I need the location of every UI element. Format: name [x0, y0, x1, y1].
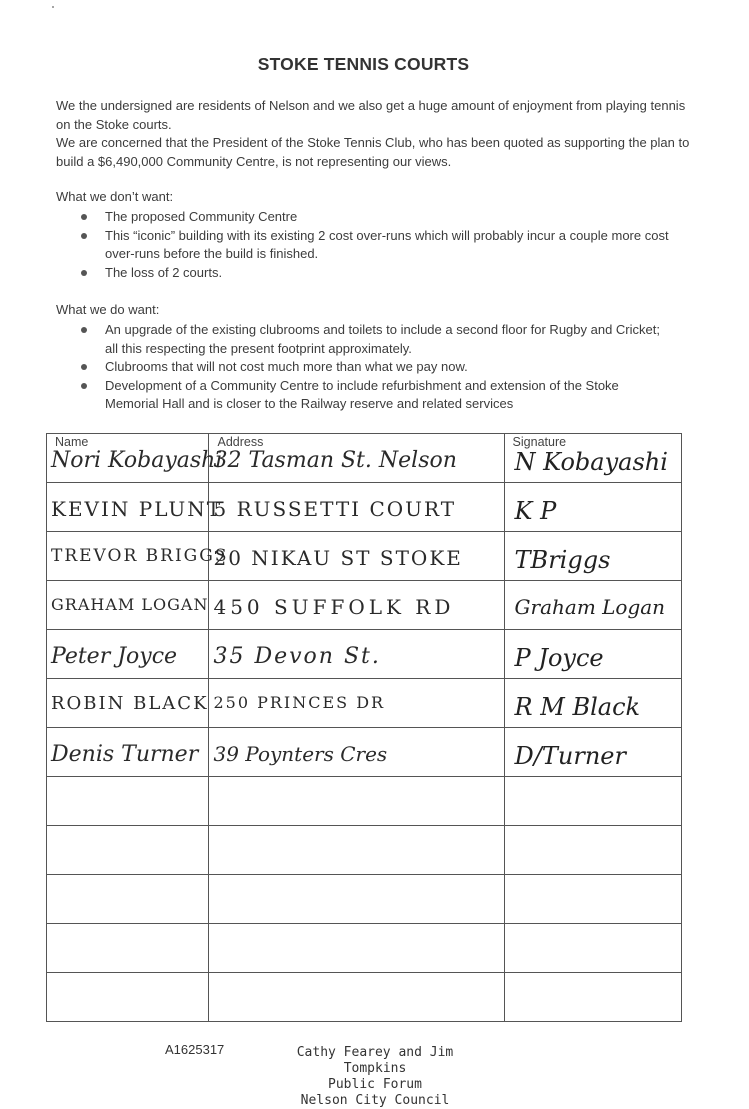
- table-row: [47, 777, 682, 826]
- signature-scribble: N Kobayashi: [514, 448, 668, 476]
- list-item: Clubrooms that will not cost much more than what we pay now.: [79, 358, 669, 377]
- empty-cell: [504, 826, 681, 875]
- empty-cell: [47, 924, 209, 973]
- empty-cell: [209, 777, 504, 826]
- signature-scribble: R M Black: [514, 693, 641, 721]
- name-header: Name: [55, 435, 89, 449]
- list-item: An upgrade of the existing clubrooms and toilets to include a second floor for Rugby and Cricket; all this respecting the present footprint approximately.: [79, 321, 669, 358]
- address-handwriting: 5 RUSSETTI COURT: [213, 497, 457, 521]
- document-reference: A1625317: [165, 1042, 225, 1057]
- name-handwriting: Nori Kobayashi: [51, 448, 223, 473]
- bullet-icon: [81, 364, 87, 370]
- list-item: The proposed Community Centre: [79, 208, 669, 227]
- signature-scribble: Graham Logan: [514, 595, 666, 619]
- name-handwriting: GRAHAM LOGAN: [51, 595, 209, 614]
- footer-line-1: Cathy Fearey and Jim Tompkins: [296, 1045, 454, 1076]
- table-row: [47, 581, 682, 630]
- empty-cell: [209, 973, 504, 1022]
- name-handwriting: KEVIN PLUNT: [51, 497, 223, 521]
- empty-cell: [504, 924, 681, 973]
- bullet-icon: [81, 327, 87, 333]
- table-row: [47, 679, 682, 728]
- footer-line-3: Nelson City Council: [300, 1093, 450, 1108]
- address-handwriting: 35 Devon St.: [213, 644, 381, 669]
- empty-cell: [504, 973, 681, 1022]
- empty-cell: [47, 777, 209, 826]
- signature-scribble: P Joyce: [514, 644, 604, 672]
- bullet-icon: [81, 383, 87, 389]
- empty-cell: [47, 826, 209, 875]
- empty-cell: [504, 777, 681, 826]
- bullet-icon: [81, 214, 87, 220]
- address-handwriting: 32 Tasman St. Nelson: [213, 448, 457, 473]
- table-row: [47, 630, 682, 679]
- list-item: This “iconic” building with its existing 2 cost over-runs which will probably incur a couple more cost over-runs before the build is finished.: [79, 227, 669, 264]
- name-handwriting: Denis Turner: [51, 742, 199, 767]
- name-handwriting: Peter Joyce: [51, 644, 178, 669]
- empty-cell: [209, 826, 504, 875]
- table-row: [47, 875, 682, 924]
- table-row: [47, 924, 682, 973]
- address-handwriting: 250 PRINCES DR: [213, 693, 386, 712]
- bullet-icon: [81, 233, 87, 239]
- footer-stamp: [265, 1045, 485, 1109]
- name-handwriting: ROBIN BLACK: [51, 693, 209, 714]
- intro-text: [56, 97, 696, 171]
- do-want-list: [79, 321, 669, 414]
- address-header: Address: [217, 435, 264, 449]
- table-row: [47, 826, 682, 875]
- empty-cell: [209, 875, 504, 924]
- table-row: [47, 483, 682, 532]
- intro-paragraph-2: We are concerned that the President of the Stoke Tennis Club, who has been quoted as supporting the plan to build a $6,490,000 Community Centre, is not representing our views.: [56, 135, 690, 169]
- dont-want-heading: What we don’t want:: [56, 189, 174, 204]
- intro-paragraph-1: We the undersigned are residents of Nelson and we also get a huge amount of enjoyment from playing tennis on the Stoke courts.: [56, 98, 686, 132]
- dont-want-list: [79, 208, 669, 282]
- signature-scribble: K P: [514, 497, 557, 525]
- name-cell: [47, 434, 223, 483]
- address-handwriting: 450 SUFFOLK RD: [213, 595, 455, 619]
- signature-header: Signature: [512, 435, 567, 449]
- address-handwriting: 20 NIKAU ST STOKE: [213, 546, 463, 570]
- signature-cell: [504, 434, 681, 483]
- address-cell: [209, 434, 504, 483]
- bullet-icon: [81, 270, 87, 276]
- empty-cell: [504, 875, 681, 924]
- table-row: [47, 532, 682, 581]
- name-handwriting: TREVOR BRIGGS: [51, 546, 229, 566]
- do-want-heading: What we do want:: [56, 302, 160, 317]
- page-title: STOKE TENNIS COURTS: [257, 54, 470, 74]
- empty-cell: [47, 875, 209, 924]
- table-row: [47, 973, 682, 1022]
- table-row: [47, 434, 682, 483]
- empty-cell: [209, 924, 504, 973]
- signature-scribble: TBriggs: [514, 546, 611, 574]
- scan-speck: [52, 6, 54, 8]
- address-handwriting: 39 Poynters Cres: [213, 742, 388, 766]
- empty-cell: [47, 973, 209, 1022]
- footer-line-2: Public Forum: [328, 1077, 422, 1092]
- table-row: [47, 728, 682, 777]
- signature-table: [46, 433, 682, 1022]
- list-item: Development of a Community Centre to include refurbishment and extension of the Stoke Memorial Hall and is closer to the Railway reserve and related services: [79, 377, 669, 414]
- signature-scribble: D/Turner: [514, 742, 626, 770]
- list-item: The loss of 2 courts.: [79, 264, 669, 283]
